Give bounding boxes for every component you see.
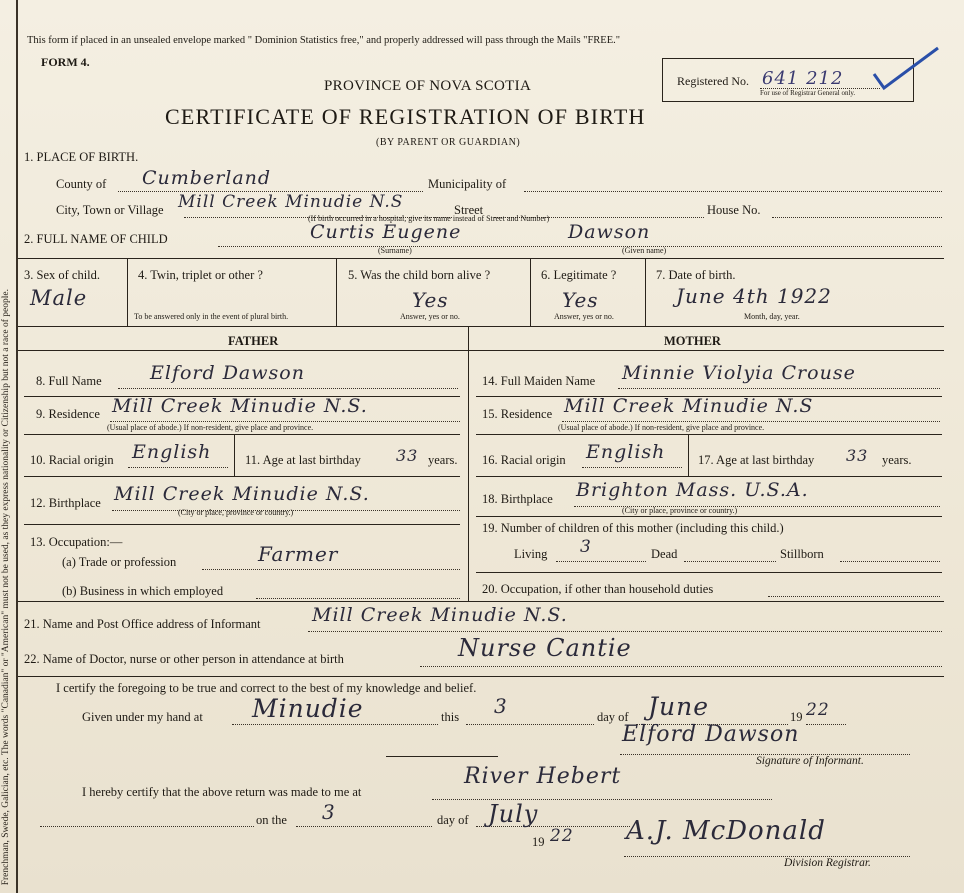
registrar-certify-text: I hereby certify that the above return was made to me at bbox=[82, 785, 362, 799]
informant-label: 21. Name and Post Office address of Informant bbox=[24, 617, 261, 631]
registered-number: 641 212 bbox=[762, 68, 844, 89]
father-residence-note: (Usual place of abode.) If non-resident, give place and province. bbox=[107, 423, 314, 432]
margin-note-text: Frenchman, Swede, Galician, etc. The words "Canadian" or "American" must not be used, as they express nationality or Citizenship but not a race of people. bbox=[1, 288, 11, 885]
surname-note: (Surname) bbox=[378, 246, 412, 255]
legitimate-label: 6. Legitimate ? bbox=[541, 268, 617, 282]
birth-date-value: June 4th 1922 bbox=[676, 284, 832, 308]
mother-age-unit: years. bbox=[882, 453, 912, 467]
alive-note: Answer, yes or no. bbox=[400, 312, 460, 321]
father-birthplace-label: 12. Birthplace bbox=[30, 496, 101, 510]
mother-age-label: 17. Age at last birthday bbox=[698, 453, 815, 467]
month-value: June bbox=[648, 692, 710, 721]
doctor-label: 22. Name of Doctor, nurse or other person in attendance at birth bbox=[24, 652, 344, 666]
legitimate-value: Yes bbox=[562, 288, 599, 312]
father-birthplace-note: (City or place, province or country.) bbox=[178, 508, 294, 517]
city-value: Mill Creek Minudie N.S bbox=[178, 192, 404, 212]
mother-residence-label: 15. Residence bbox=[482, 407, 553, 421]
twin-note: To be answered only in the event of plural birth. bbox=[134, 312, 289, 321]
registrar-place-value: River Hebert bbox=[464, 764, 622, 789]
living-value: 3 bbox=[580, 537, 592, 557]
father-age-value: 33 bbox=[396, 446, 419, 465]
county-value: Cumberland bbox=[142, 167, 272, 189]
registrar-year-value: 22 bbox=[550, 826, 574, 846]
registrar-day-of-label: day of bbox=[437, 813, 469, 827]
mother-racial-value: English bbox=[586, 441, 666, 463]
dead-label: Dead bbox=[651, 547, 678, 561]
alive-label: 5. Was the child born alive ? bbox=[348, 268, 491, 282]
hospital-note: (If birth occurred in a hospital, give its name instead of Street and Number) bbox=[308, 214, 550, 223]
father-racial-label: 10. Racial origin bbox=[30, 453, 114, 467]
form-number: FORM 4. bbox=[41, 55, 90, 69]
children-count-label: 19. Number of children of this mother (including this child.) bbox=[482, 521, 784, 535]
sex-label: 3. Sex of child. bbox=[24, 268, 101, 282]
given-name-note: (Given name) bbox=[622, 246, 667, 255]
mother-residence-value: Mill Creek Minudie N.S bbox=[564, 395, 814, 417]
doctor-value: Nurse Cantie bbox=[458, 634, 632, 662]
sex-value: Male bbox=[30, 286, 88, 310]
twin-label: 4. Twin, triplet or other ? bbox=[138, 268, 263, 282]
mother-heading: MOTHER bbox=[664, 334, 721, 348]
check-mark-icon bbox=[870, 44, 942, 94]
registered-note: For use of Registrar General only. bbox=[760, 89, 856, 97]
birth-date-label: 7. Date of birth. bbox=[656, 268, 736, 282]
this-day-value: 3 bbox=[494, 694, 508, 718]
father-name-label: 8. Full Name bbox=[36, 374, 102, 388]
child-given-name: Curtis Eugene bbox=[310, 221, 462, 243]
mother-residence-note: (Usual place of abode.) If non-resident, give place and province. bbox=[558, 423, 765, 432]
this-label: this bbox=[441, 710, 460, 724]
mail-notice: This form if placed in an unsealed envelope marked " Dominion Statistics free," and properly addressed will pass through the Mails "FREE." bbox=[27, 35, 621, 46]
province-heading: PROVINCE OF NOVA SCOTIA bbox=[324, 78, 532, 94]
business-label: (b) Business in which employed bbox=[62, 584, 224, 598]
father-age-unit: years. bbox=[428, 453, 458, 467]
given-under-label: Given under my hand at bbox=[82, 710, 203, 724]
day-of-label: day of bbox=[597, 710, 629, 724]
on-the-label: on the bbox=[256, 813, 287, 827]
mother-maiden-label: 14. Full Maiden Name bbox=[482, 374, 596, 388]
informant-signature: Elford Dawson bbox=[622, 722, 800, 747]
mother-birthplace-note: (City or place, province or country.) bbox=[622, 506, 738, 515]
child-surname: Dawson bbox=[568, 221, 651, 243]
registrar-month-value: July bbox=[488, 800, 539, 828]
year-prefix: 19 bbox=[790, 710, 803, 724]
municipality-label: Municipality of bbox=[428, 177, 507, 191]
father-racial-value: English bbox=[132, 441, 212, 463]
mother-occupation-label: 20. Occupation, if other than household duties bbox=[482, 582, 714, 596]
city-label: City, Town or Village bbox=[56, 203, 164, 217]
father-heading: FATHER bbox=[228, 334, 279, 348]
mother-birthplace-label: 18. Birthplace bbox=[482, 492, 553, 506]
mother-maiden-value: Minnie Violyia Crouse bbox=[622, 362, 856, 384]
alive-value: Yes bbox=[412, 288, 449, 312]
registrar-signature: A.J. McDonald bbox=[626, 816, 826, 846]
trade-label: (a) Trade or profession bbox=[62, 555, 177, 569]
legitimate-note: Answer, yes or no. bbox=[554, 312, 614, 321]
street-label: Street bbox=[454, 203, 484, 217]
registrar-day-value: 3 bbox=[322, 800, 336, 824]
stillborn-label: Stillborn bbox=[780, 547, 824, 561]
house-label: House No. bbox=[707, 203, 761, 217]
given-place-value: Minudie bbox=[252, 694, 364, 723]
county-label: County of bbox=[56, 177, 107, 191]
birth-date-note: Month, day, year. bbox=[744, 312, 800, 321]
certify-text: I certify the foregoing to be true and correct to the best of my knowledge and belief. bbox=[56, 681, 477, 695]
registrar-caption: Division Registrar. bbox=[784, 857, 871, 869]
father-name-value: Elford Dawson bbox=[150, 362, 305, 384]
father-birthplace-value: Mill Creek Minudie N.S. bbox=[114, 483, 370, 505]
trade-value: Farmer bbox=[258, 542, 339, 566]
mother-birthplace-value: Brighton Mass. U.S.A. bbox=[576, 479, 809, 501]
father-age-label: 11. Age at last birthday bbox=[245, 453, 361, 467]
year-value: 22 bbox=[806, 700, 830, 720]
registrar-year-prefix: 19 bbox=[532, 835, 545, 849]
mother-age-value: 33 bbox=[846, 446, 869, 465]
father-residence-value: Mill Creek Minudie N.S. bbox=[112, 395, 368, 417]
registered-label: Registered No. bbox=[677, 74, 749, 88]
page-subtitle: (BY PARENT OR GUARDIAN) bbox=[376, 137, 521, 148]
father-residence-label: 9. Residence bbox=[36, 407, 100, 421]
informant-value: Mill Creek Minudie N.S. bbox=[312, 604, 568, 626]
left-margin-note bbox=[0, 0, 18, 893]
page-title: CERTIFICATE OF REGISTRATION OF BIRTH bbox=[165, 104, 646, 129]
signature-caption: Signature of Informant. bbox=[756, 755, 864, 767]
living-label: Living bbox=[514, 547, 548, 561]
father-occupation-label: 13. Occupation:— bbox=[30, 535, 123, 549]
child-name-label: 2. FULL NAME OF CHILD bbox=[24, 232, 168, 246]
mother-racial-label: 16. Racial origin bbox=[482, 453, 566, 467]
place-of-birth-heading: 1. PLACE OF BIRTH. bbox=[24, 150, 139, 164]
